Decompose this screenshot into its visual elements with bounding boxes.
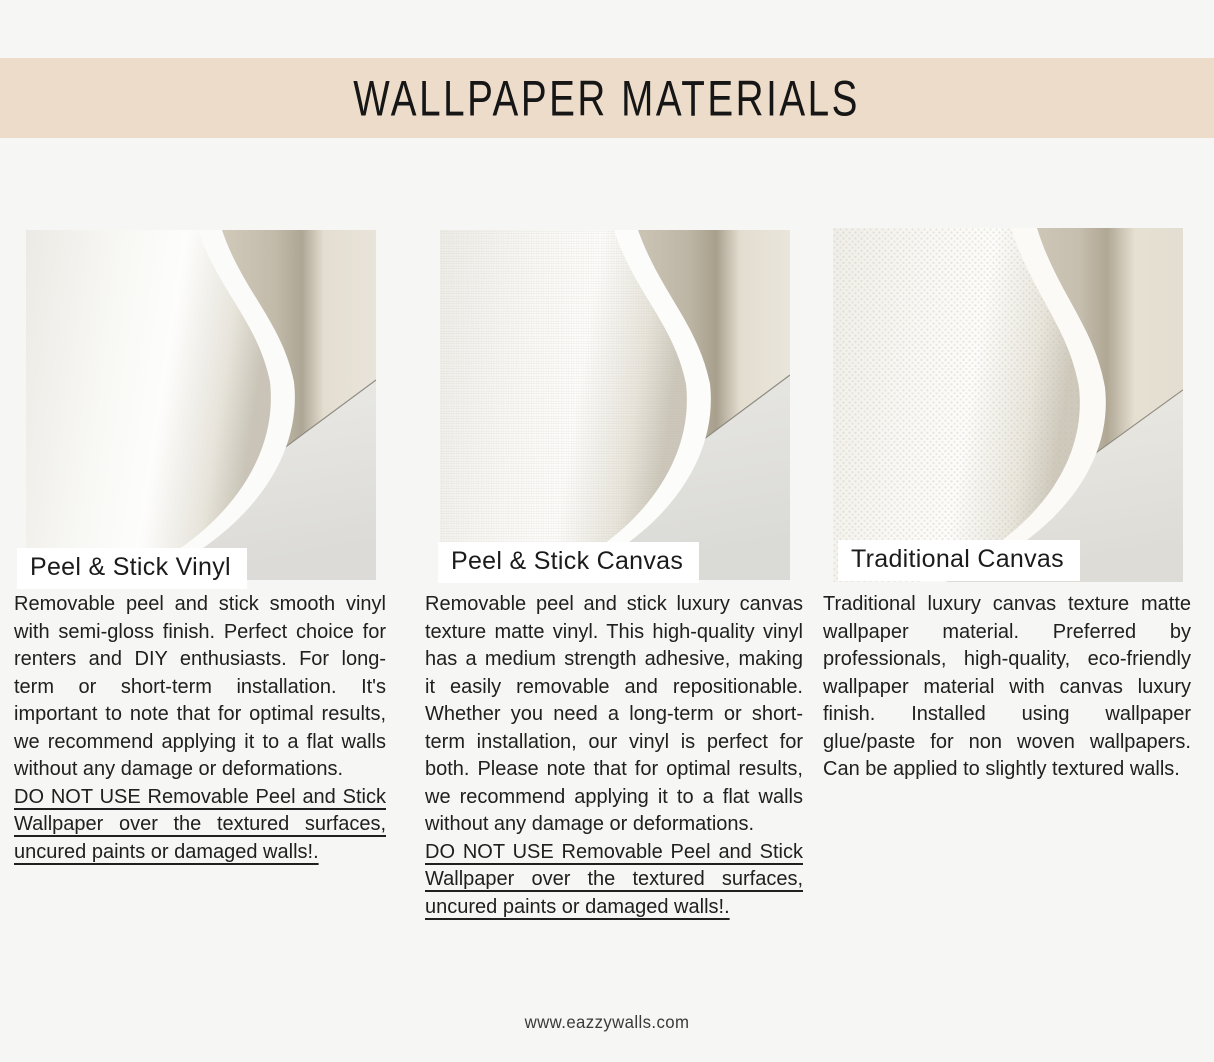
material-warning: DO NOT USE Removable Peel and Stick Wallpaper over the textured surfaces, uncured paints or damaged walls!. bbox=[425, 840, 803, 918]
material-warning: DO NOT USE Removable Peel and Stick Wallpaper over the textured surfaces, uncured paints or damaged walls!. bbox=[14, 785, 386, 863]
curled-wallpaper-corner-illustration bbox=[833, 228, 1183, 582]
material-label-text: Peel & Stick Canvas bbox=[451, 547, 684, 575]
footer bbox=[24, 1012, 1189, 1033]
smooth-vinyl-sample-photo bbox=[26, 230, 376, 580]
curled-wallpaper-corner-illustration bbox=[26, 230, 376, 580]
material-text bbox=[425, 591, 803, 921]
material-label-text: Traditional Canvas bbox=[851, 545, 1064, 573]
title-banner bbox=[0, 58, 1214, 138]
material-label-text: Peel & Stick Vinyl bbox=[30, 553, 231, 581]
material-card-peel-stick-vinyl bbox=[14, 230, 386, 866]
material-label-peel-stick-canvas bbox=[438, 542, 699, 583]
canvas-vinyl-sample-photo bbox=[440, 230, 790, 580]
page-title: WALLPAPER MATERIALS bbox=[353, 69, 861, 127]
material-text bbox=[14, 591, 386, 866]
traditional-canvas-sample-photo bbox=[833, 228, 1183, 582]
material-label-peel-stick-vinyl bbox=[17, 548, 247, 589]
website-url: www.eazzywalls.com bbox=[524, 1012, 690, 1032]
material-description: Removable peel and stick smooth vinyl with semi-gloss finish. Perfect choice for renters and DIY enthusiasts. For long-term or short-term installation. It's important to note that for optimal results, we recommend applying it to a flat walls without any damage or deformations. bbox=[14, 593, 386, 780]
material-label-traditional-canvas bbox=[838, 540, 1080, 581]
material-text bbox=[823, 591, 1191, 784]
material-description: Removable peel and stick luxury canvas texture matte vinyl. This high-quality vinyl has a medium strength adhesive, making it easily removable and repositionable. Whether you need a long-term or short-term installation, our vinyl is perfect for both. Please note that for optimal results, we recommend applying it to a flat walls without any damage or deformations. bbox=[425, 593, 803, 835]
material-description: Traditional luxury canvas texture matte wallpaper material. Preferred by professionals, high-quality, eco-friendly wallpaper material with canvas luxury finish. Installed using wallpaper glue/paste for non woven wallpapers. Can be applied to slightly textured walls. bbox=[823, 593, 1191, 780]
material-card-peel-stick-canvas bbox=[425, 230, 803, 921]
curled-wallpaper-corner-illustration bbox=[440, 230, 790, 580]
material-card-traditional-canvas bbox=[823, 230, 1191, 784]
